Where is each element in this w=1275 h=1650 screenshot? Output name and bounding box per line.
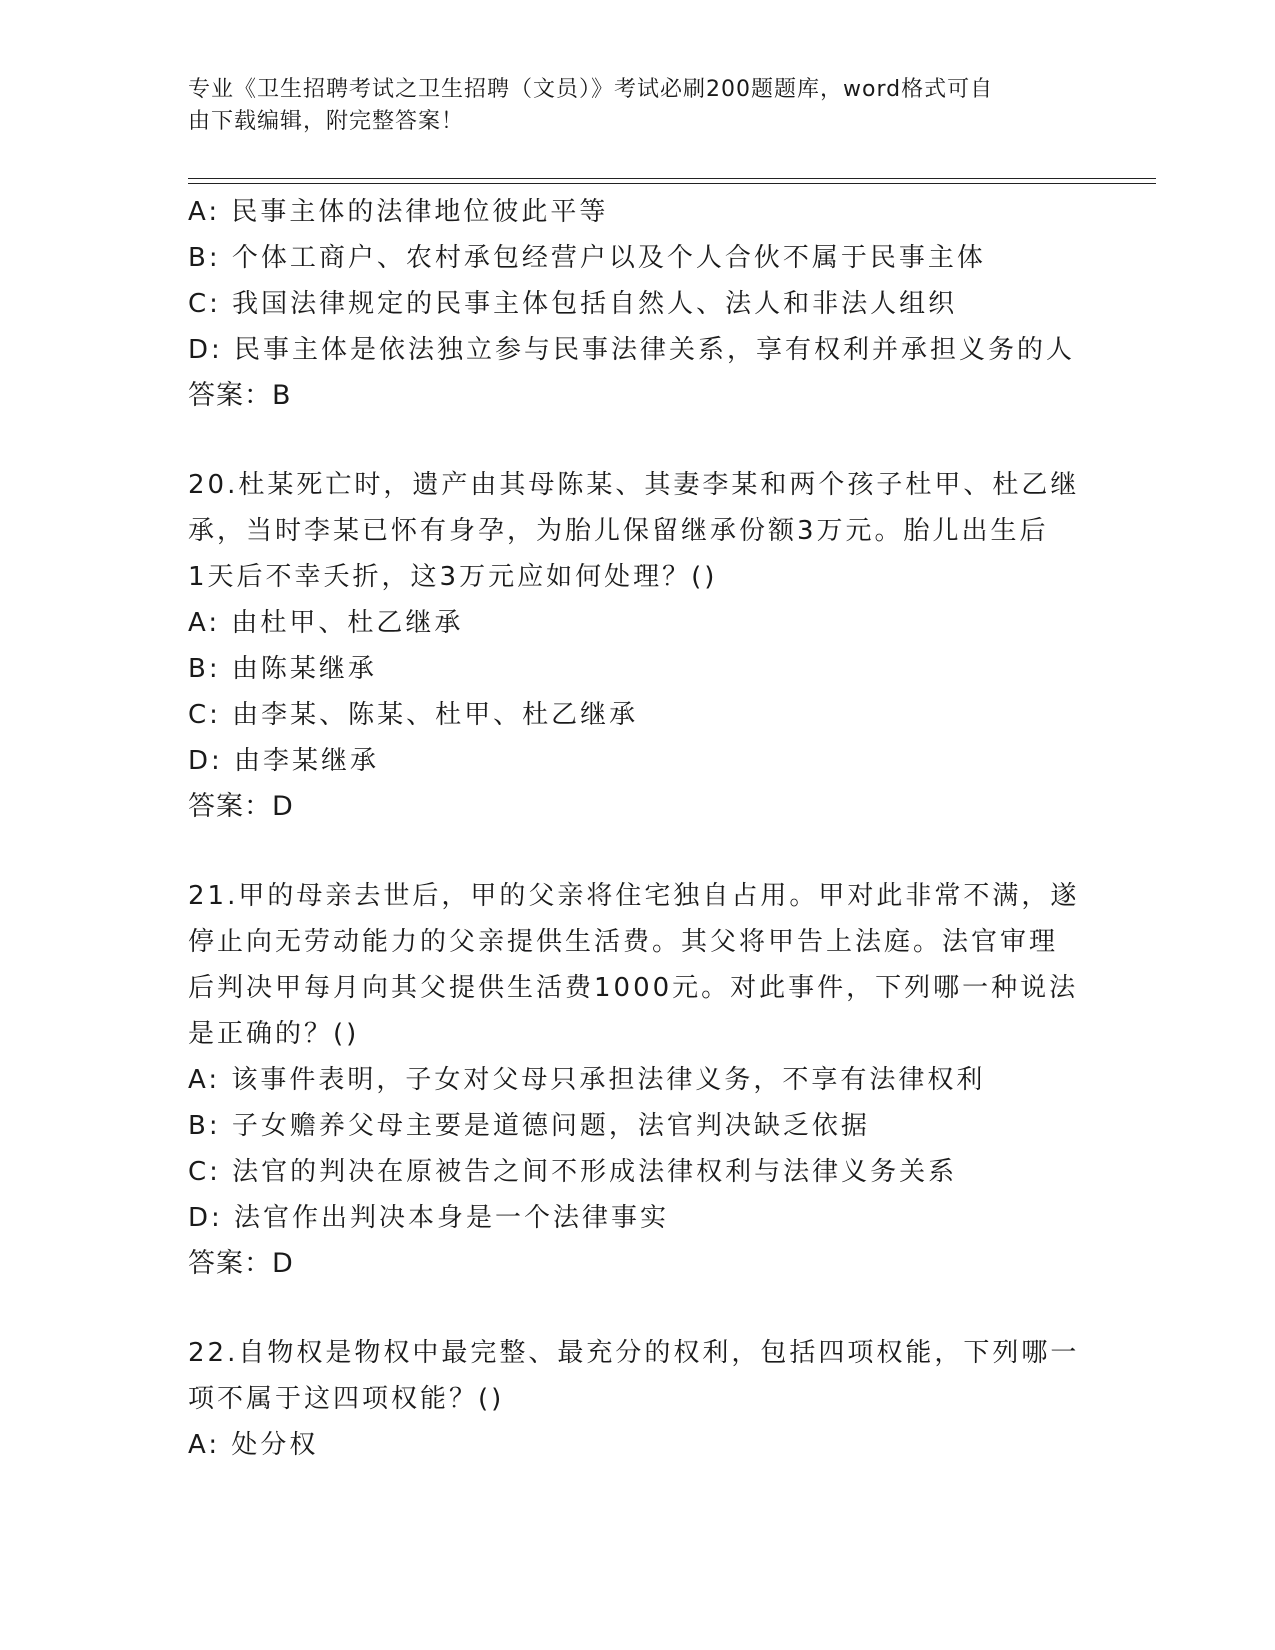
answer-line: 答案：B [188,380,292,411]
header-divider-top [188,178,1156,179]
question-21 [188,873,1088,1287]
document-header [188,74,1068,138]
question-spacer [188,1287,1088,1330]
option-c: C: 由李某、陈某、杜甲、杜乙继承 [188,700,639,730]
question-spacer [188,419,1088,462]
option-d: D: 民事主体是依法独立参与民事法律关系，享有权利并承担义务的人 [188,335,1076,365]
question-stem-line: 20.杜某死亡时，遗产由其母陈某、其妻李某和两个孩子杜甲、杜乙继 [188,470,1080,500]
option-a: A: 该事件表明，子女对父母只承担法律义务，不享有法律权利 [188,1065,986,1095]
option-d: D: 法官作出判决本身是一个法律事实 [188,1203,670,1233]
option-c: C: 我国法律规定的民事主体包括自然人、法人和非法人组织 [188,289,958,319]
question-stem-line: 停止向无劳动能力的父亲提供生活费。其父将甲告上法庭。法官审理 [188,927,1059,957]
header-title-line-2: 由下载编辑，附完整答案！ [188,109,465,134]
option-b: B: 子女赡养父母主要是道德问题，法官判决缺乏依据 [188,1111,870,1141]
option-a: A: 处分权 [188,1430,319,1460]
question-spacer [188,830,1088,873]
question-stem-line: 22.自物权是物权中最完整、最充分的权利，包括四项权能，下列哪一 [188,1338,1080,1368]
question-stem-line: 承，当时李某已怀有身孕，为胎儿保留继承份额3万元。胎儿出生后 [188,516,1049,546]
option-a: A: 民事主体的法律地位彼此平等 [188,197,609,227]
option-b: B: 由陈某继承 [188,654,377,684]
option-a: A: 由杜甲、杜乙继承 [188,608,464,638]
question-19 [188,189,1088,419]
question-stem-line: 21.甲的母亲去世后，甲的父亲将住宅独自占用。甲对此非常不满，遂 [188,881,1080,911]
header-title-line-1: 专业《卫生招聘考试之卫生招聘（文员）》考试必刷200题题库，word格式可自 [188,77,994,102]
question-20 [188,462,1088,830]
question-stem-line: 1天后不幸夭折，这3万元应如何处理？() [188,562,718,592]
question-22 [188,1330,1088,1468]
question-stem-line: 后判决甲每月向其父提供生活费1000元。对此事件，下列哪一种说法 [188,973,1079,1003]
question-stem-line: 是正确的？() [188,1019,360,1049]
question-stem-line: 项不属于这四项权能？() [188,1384,505,1414]
option-c: C: 法官的判决在原被告之间不形成法律权利与法律义务关系 [188,1157,958,1187]
answer-line: 答案：D [188,1248,294,1279]
option-b: B: 个体工商户、农村承包经营户以及个人合伙不属于民事主体 [188,243,986,273]
question-list [188,189,1088,1468]
option-d: D: 由李某继承 [188,746,380,776]
header-divider-bottom [188,183,1156,184]
answer-line: 答案：D [188,791,294,822]
